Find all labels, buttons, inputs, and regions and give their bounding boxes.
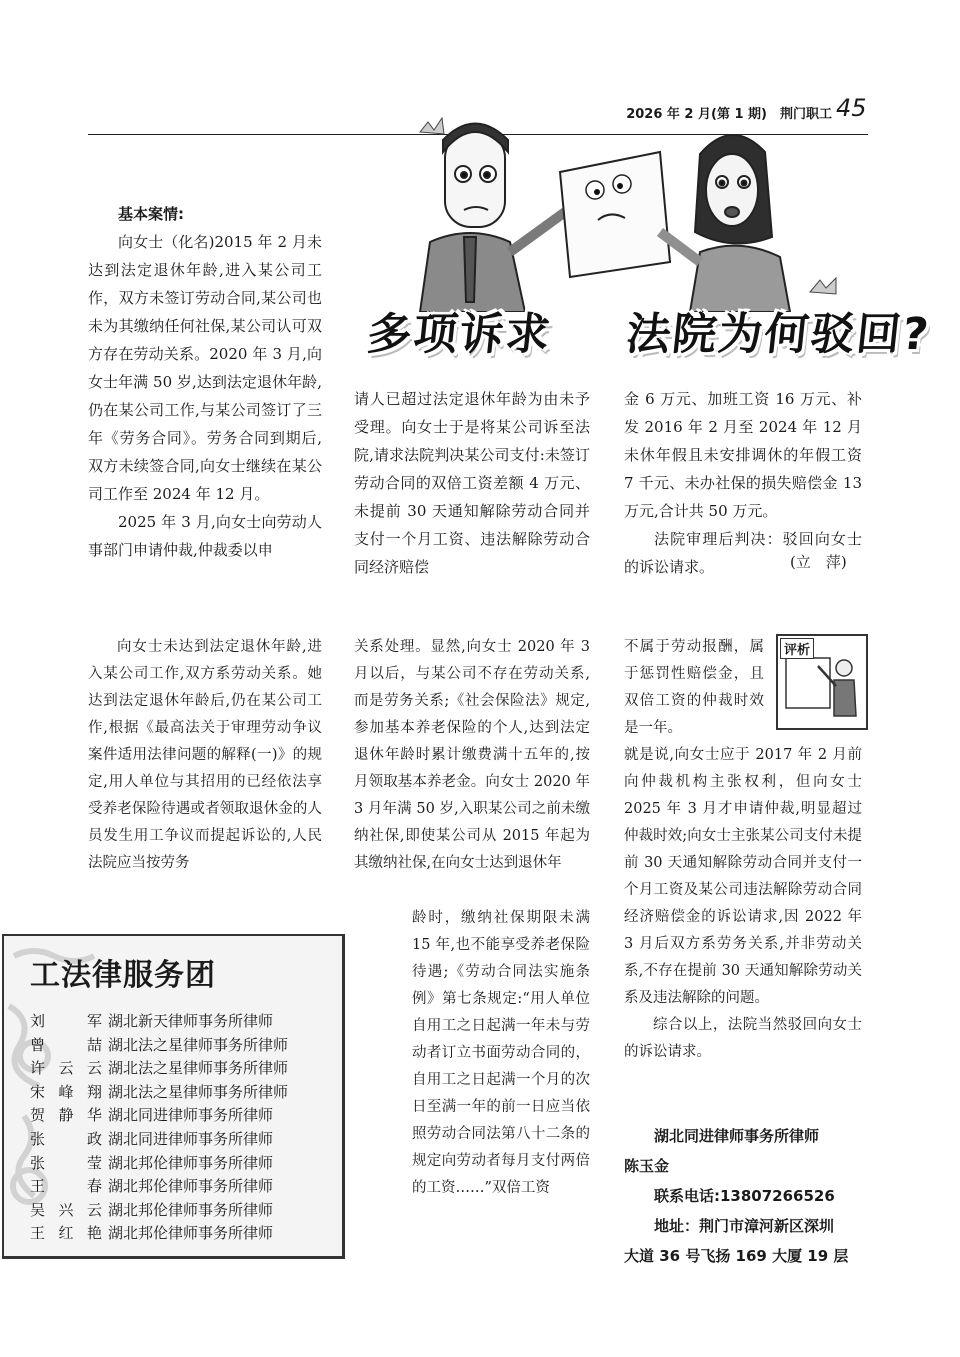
analysis-paragraph-2: 关系处理。显然,向女士 2020 年 3 月以后，与某公司不存在劳动关系,而是劳务关系;《社会保险法》规定,参加基本养老保险的个人,达到法定退休年龄时累计缴费满十五年的,按月领取基本养老金。向女士 2020 年 3 月年满 50 岁,入职某公司之前未缴纳社保,即使某公司从 2015 年起为其缴纳社保,在向女士达到退休年 (354, 639, 590, 871)
signature-address-1: 地址：荆门市漳河新区深圳 (654, 1217, 835, 1235)
case-paragraph-1: 向女士（化名)2015 年 2 月未达到法定退休年龄,进入某公司工作，双方未签订劳动合同,某公司也未为其缴纳任何社保,某公司认可双方存在劳动关系。2020 年 3 月,向女士年满 50 岁,达到法定退休年龄,仍在某公司工作,与某公司签订了三年《劳务合同》。劳务合同到期后,双方未续签合同,向女士继续在某公司工作至 2024 年 12 月。 (88, 233, 322, 503)
analysis-paragraph-5: 就是说,向女士应于 2017 年 2 月前向仲裁机构主张权利，但向女士 2025 年 3 月才申请仲裁,明显超过仲裁时效;向女士主张某公司支付未提前 30 天通知解除劳动合同并支付一个月工资及某公司违法解除劳动合同经济赔偿金的诉讼请求,因 2022 年 3 月后双方系劳务关系,并非劳动关系,不存在提前 30 天通知解除劳动关系及违法解除的问题。 (624, 747, 862, 1006)
headline (364, 298, 933, 370)
analysis-column-1 (88, 634, 322, 877)
analysis-paragraph-3: 龄时，缴纳社保期限未满 15 年,也不能享受养老保险待遇;《劳动合同法实施条例》第七条规定:“用人单位自用工之日起满一年未与劳动者订立书面劳动合同的，自用工之日起满一个月的次日至满一年的前一日应当依照劳动合同法第八十二条的规定向劳动者每月支付两倍的工资……”双倍工资 (412, 910, 590, 1196)
lawyer-row (30, 1175, 330, 1199)
analysis-column-2-top (354, 634, 590, 877)
lawyer-name: 曾 喆 (30, 1035, 102, 1054)
analysis-column-3-top (624, 634, 764, 742)
lawyer-name: 许云云 (30, 1059, 102, 1078)
lawyer-name: 王 春 (30, 1177, 102, 1196)
lawyer-group-title: 工法律服务团 (30, 958, 216, 993)
signature-address-2: 大道 36 号飞扬 169 大厦 19 层 (624, 1247, 849, 1265)
page-number: 45 (836, 94, 867, 122)
lawyer-name: 王红艳 (30, 1224, 102, 1243)
lawyer-firm: 湖北同进律师事务所律师 (108, 1106, 274, 1125)
case-title: 基本案情: (118, 205, 184, 223)
issue-info: 2026 年 2 月(第 1 期) 荆门职工 (626, 107, 832, 122)
lawyer-firm: 湖北邦伦律师事务所律师 (108, 1177, 274, 1196)
signature (624, 1121, 864, 1271)
lawyer-firm: 湖北法之星律师事务所律师 (108, 1082, 289, 1101)
lawyer-row (30, 1222, 330, 1246)
case-paragraph-3: 请人已超过法定退休年龄为由未予受理。向女士于是将某公司诉至法院,请求法院判决某公司支付:未签订劳动合同的双倍工资差额 4 万元、未提前 30 天通知解除劳动合同并支付一个月工资、违法解除劳动合同经济赔偿 (354, 390, 590, 576)
lawyer-firm: 湖北法之星律师事务所律师 (108, 1035, 289, 1054)
contract-paper (560, 152, 670, 277)
man-figure (420, 124, 565, 313)
lawyer-firm: 湖北邦伦律师事务所律师 (108, 1200, 274, 1219)
analysis-column-3-main (624, 742, 862, 1066)
case-paragraph-4: 金 6 万元、加班工资 16 万元、补发 2016 年 2 月至 2024 年 12 月未休年假且未安排调休的年假工资 7 千元、未办社保的损失赔偿金 13 万元,合计共 50 万元。 (624, 390, 862, 520)
lawyer-name: 张 政 (30, 1129, 102, 1148)
analysis-conclusion: 综合以上，法院当然驳回向女士的诉讼请求。 (624, 1017, 862, 1060)
analysis-paragraph-4: 不属于劳动报酬，属于惩罚性赔偿金，且双倍工资的仲裁时效是一年。 (624, 639, 764, 736)
lawyer-row (30, 1128, 330, 1152)
comment-label: 评析 (780, 638, 814, 659)
lawyer-firm: 湖北邦伦律师事务所律师 (108, 1153, 274, 1172)
lawyer-list (30, 1010, 330, 1246)
lawyer-firm: 湖北同进律师事务所律师 (108, 1129, 274, 1148)
lawyer-row (30, 1057, 330, 1081)
case-paragraph-5: 法院审理后判决：驳回向女士的诉讼请求。 (624, 530, 862, 576)
lawyer-name: 宋峰翔 (30, 1082, 102, 1101)
analysis-column-2-bottom (412, 905, 590, 1202)
case-column-2 (354, 385, 590, 581)
lawyer-row (30, 1034, 330, 1058)
case-author: (立 萍) (790, 553, 847, 571)
lawyer-firm: 湖北法之星律师事务所律师 (108, 1059, 289, 1078)
lawyer-name: 贺静华 (30, 1106, 102, 1125)
lawyer-row (30, 1199, 330, 1223)
lawyer-name: 刘 军 (30, 1012, 102, 1030)
case-column-1 (88, 228, 322, 564)
signature-phone: 联系电话:13807266526 (654, 1187, 835, 1205)
cartoon-illustration (360, 112, 880, 312)
lawyer-firm: 湖北新天律师事务所律师 (108, 1012, 274, 1030)
lawyer-row (30, 1081, 330, 1105)
headline-part2: 法院为何驳回? (623, 309, 933, 360)
lawyer-row (30, 1010, 330, 1034)
headline-part1: 多项诉求 (364, 309, 555, 360)
signature-firm: 湖北同进律师事务所律师 (654, 1127, 820, 1145)
lawyer-row (30, 1152, 330, 1176)
woman-figure (660, 135, 790, 312)
lawyer-row (30, 1104, 330, 1128)
lawyer-name: 张 莹 (30, 1153, 102, 1172)
signature-lawyer: 陈玉金 (624, 1157, 670, 1175)
lawyer-name: 吴兴云 (30, 1200, 102, 1219)
case-paragraph-2: 2025 年 3 月,向女士向劳动人事部门申请仲裁,仲裁委以申 (88, 513, 322, 559)
lawyer-firm: 湖北邦伦律师事务所律师 (108, 1224, 274, 1243)
analysis-paragraph-1: 向女士未达到法定退休年龄,进入某公司工作,双方系劳动关系。她达到法定退休年龄后,仍在某公司工作,根据《最高法关于审理劳动争议案件适用法律问题的解释(一)》的规定,用人单位与其招用的已经依法享受养老保险待遇或者领取退休金的人员发生用工争议而提起诉讼的,人民法院应当按劳务 (88, 639, 322, 871)
